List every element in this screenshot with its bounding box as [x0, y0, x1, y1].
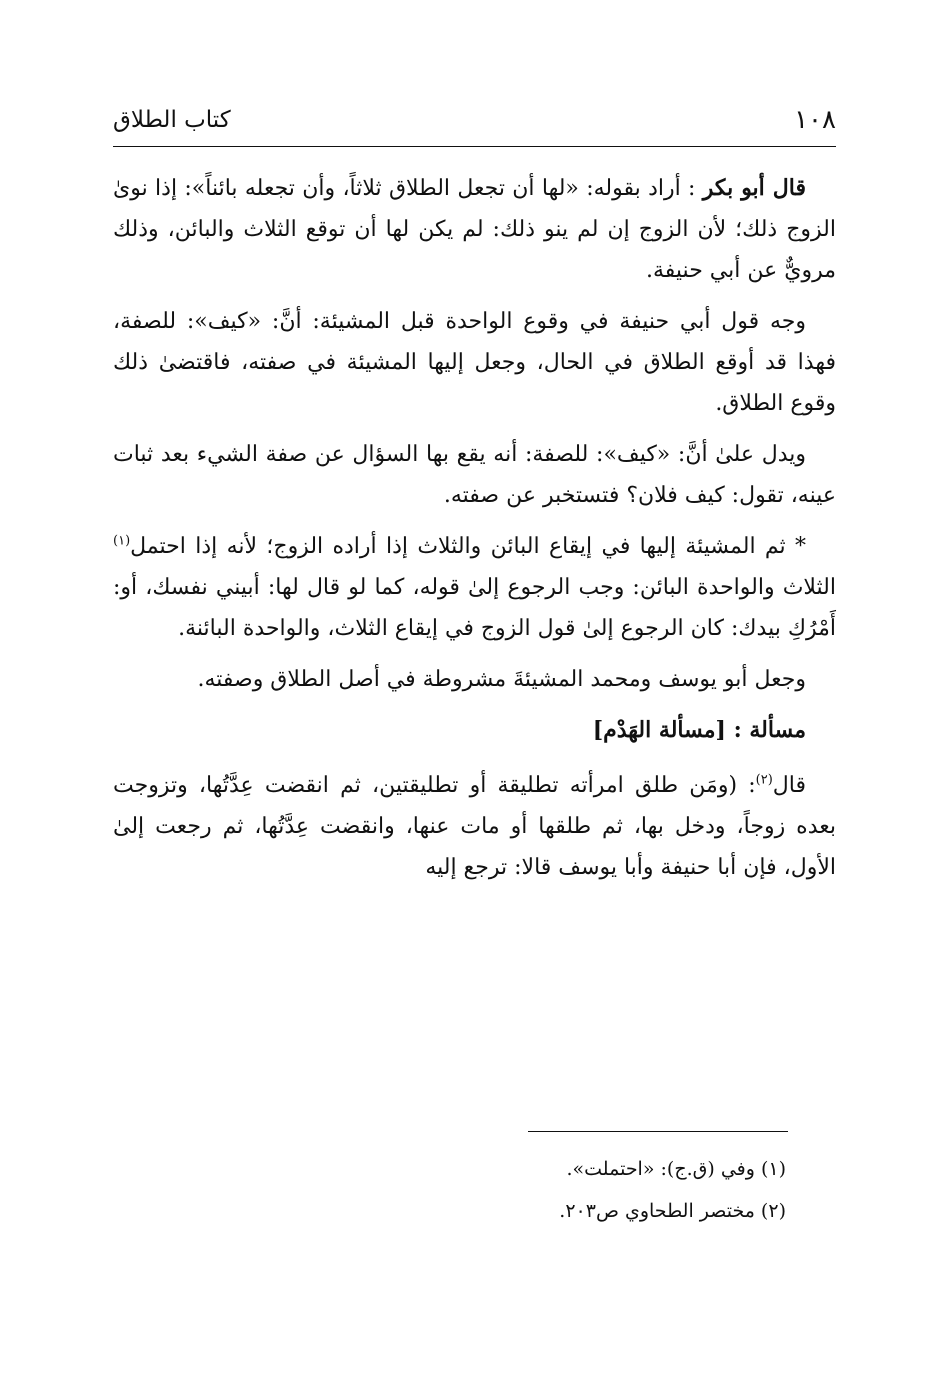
paragraph-text: الثلاث والواحدة البائن: وجب الرجوع إلىٰ قوله، كما لو قال لها: أبيني نفسك، أو: أَمْرُكِ بيدك: كان الرجوع إلىٰ قول الزوج في إيقاع الثلاث، والواحدة البائنة.: [113, 575, 836, 641]
footnote-ref-1[interactable]: (١): [113, 533, 131, 549]
footnote-ref-2[interactable]: (٢): [755, 772, 773, 788]
paragraph-abu-hanifa-view: وجه قول أبي حنيفة في وقوع الواحدة قبل المشيئة: أنَّ: «كيف»: للصفة، فهذا قد أوقع الطلاق في الحال، وجعل إليها المشيئة في صفته، فاقتضىٰ ذلك وقوع الطلاق.: [113, 309, 836, 416]
paragraph-issue-text: [113, 765, 836, 888]
issue-title: [مسألة الهَدْم]: [592, 717, 726, 743]
footnote-divider: [528, 1131, 788, 1132]
book-title: كتاب الطلاق: [113, 107, 231, 133]
footnote-2: (٢) مختصر الطحاوي ص٢٠٣.: [559, 1200, 786, 1222]
issue-label: مسألة :: [733, 717, 806, 743]
paragraph-text: : (ومَن طلق امرأته تطليقة أو تطليقتين، ثم انقضت عِدَّتُها، وتزوجت بعده زوجاً، ودخل بها، ثم طلقها أو مات عنها، وانقضت عِدَّتُها، ثم رجعت إلىٰ الأول، فإن أبا حنيفة وأبا يوسف قالا: ترجع إليه: [113, 773, 836, 880]
issue-heading: [113, 710, 836, 751]
paragraph-text: قال: [772, 773, 806, 798]
main-text: [113, 168, 836, 888]
paragraph-will-in-ruling: [113, 526, 836, 649]
paragraph-text: : أراد بقوله: «لها أن تجعل الطلاق ثلاثاً، وأن تجعله بائناً»: إذا نوىٰ الزوج ذلك؛ لأن الزوج إن لم ينو ذلك: لم يكن لها أن توقع الثلاث والبائن، وذلك مرويٌّ عن أبي حنيفة.: [113, 176, 836, 283]
page-number: ١٠٨: [794, 105, 836, 135]
footnotes: [186, 1148, 786, 1232]
header-divider: [113, 146, 836, 147]
speaker-label: قال أبو بكر: [702, 175, 806, 201]
footnote-1: (١) وفي (ق.ج): «احتملت».: [566, 1158, 786, 1180]
paragraph-kayfa-evidence: ويدل علىٰ أنَّ: «كيف»: للصفة: أنه يقع بها السؤال عن صفة الشيء بعد ثبات عينه، تقول: كيف فلان؟ فتستخبر عن صفته.: [113, 442, 836, 508]
paragraph-text: * ثم المشيئة إليها في إيقاع البائن والثلاث إذا أراده الزوج؛ لأنه إذا احتمل: [130, 534, 806, 559]
paragraph-abu-yusuf-muhammad: وجعل أبو يوسف ومحمد المشيئةَ مشروطة في أصل الطلاق وصفته.: [197, 667, 806, 692]
paragraph-abu-bakr: [113, 168, 836, 291]
running-header: [113, 100, 836, 140]
